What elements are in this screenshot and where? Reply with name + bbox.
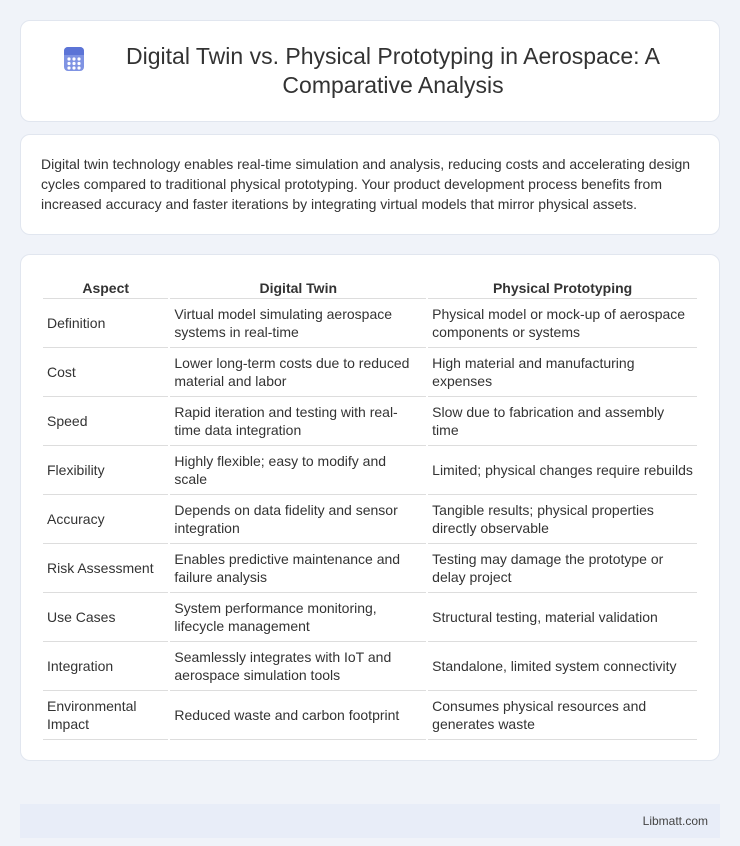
- cell-digital: Lower long-term costs due to reduced material and labor: [170, 350, 426, 397]
- cell-physical: Tangible results; physical properties directly observable: [428, 497, 697, 544]
- table-header-row: [43, 277, 697, 299]
- header-card: [20, 20, 720, 122]
- cell-physical: High material and manufacturing expenses: [428, 350, 697, 397]
- cell-digital: Virtual model simulating aerospace systems in real-time: [170, 301, 426, 348]
- intro-card: [20, 134, 720, 235]
- cell-digital: System performance monitoring, lifecycle management: [170, 595, 426, 642]
- table-row: [43, 301, 697, 348]
- calculator-grid-icon: [61, 46, 87, 72]
- footer: [20, 804, 720, 838]
- cell-physical: Standalone, limited system connectivity: [428, 644, 697, 691]
- table-row: [43, 644, 697, 691]
- table-row: [43, 693, 697, 740]
- footer-brand: Libmatt.com: [642, 814, 708, 828]
- cell-digital: Seamlessly integrates with IoT and aerospace simulation tools: [170, 644, 426, 691]
- cell-aspect: Flexibility: [43, 448, 168, 495]
- cell-aspect: Accuracy: [43, 497, 168, 544]
- cell-physical: Structural testing, material validation: [428, 595, 697, 642]
- header-physical-prototyping: Physical Prototyping: [428, 277, 697, 299]
- table-row: [43, 350, 697, 397]
- comparison-table-card: [20, 254, 720, 761]
- cell-aspect: Cost: [43, 350, 168, 397]
- cell-aspect: Integration: [43, 644, 168, 691]
- cell-aspect: Use Cases: [43, 595, 168, 642]
- cell-aspect: Risk Assessment: [43, 546, 168, 593]
- cell-digital: Reduced waste and carbon footprint: [170, 693, 426, 740]
- table-row: [43, 595, 697, 642]
- cell-digital: Depends on data fidelity and sensor integration: [170, 497, 426, 544]
- cell-physical: Consumes physical resources and generates waste: [428, 693, 697, 740]
- table-row: [43, 399, 697, 446]
- header-digital-twin: Digital Twin: [170, 277, 426, 299]
- cell-physical: Slow due to fabrication and assembly time: [428, 399, 697, 446]
- title-wrap: [61, 42, 679, 100]
- header-aspect: Aspect: [43, 277, 168, 299]
- comparison-table: [41, 275, 699, 742]
- cell-aspect: Definition: [43, 301, 168, 348]
- table-row: [43, 448, 697, 495]
- cell-physical: Testing may damage the prototype or delay project: [428, 546, 697, 593]
- cell-digital: Rapid iteration and testing with real-time data integration: [170, 399, 426, 446]
- page-title: Digital Twin vs. Physical Prototyping in Aerospace: A Comparative Analysis: [126, 43, 660, 98]
- intro-text: Digital twin technology enables real-time simulation and analysis, reducing costs and accelerating design cycles compared to traditional physical prototyping. Your product development process benefits from increased accuracy and faster iterations by integrating virtual models that mirror physical assets.: [41, 156, 691, 212]
- cell-physical: Limited; physical changes require rebuilds: [428, 448, 697, 495]
- cell-digital: Enables predictive maintenance and failure analysis: [170, 546, 426, 593]
- table-row: [43, 546, 697, 593]
- cell-aspect: Environmental Impact: [43, 693, 168, 740]
- cell-digital: Highly flexible; easy to modify and scale: [170, 448, 426, 495]
- cell-aspect: Speed: [43, 399, 168, 446]
- cell-physical: Physical model or mock-up of aerospace components or systems: [428, 301, 697, 348]
- table-row: [43, 497, 697, 544]
